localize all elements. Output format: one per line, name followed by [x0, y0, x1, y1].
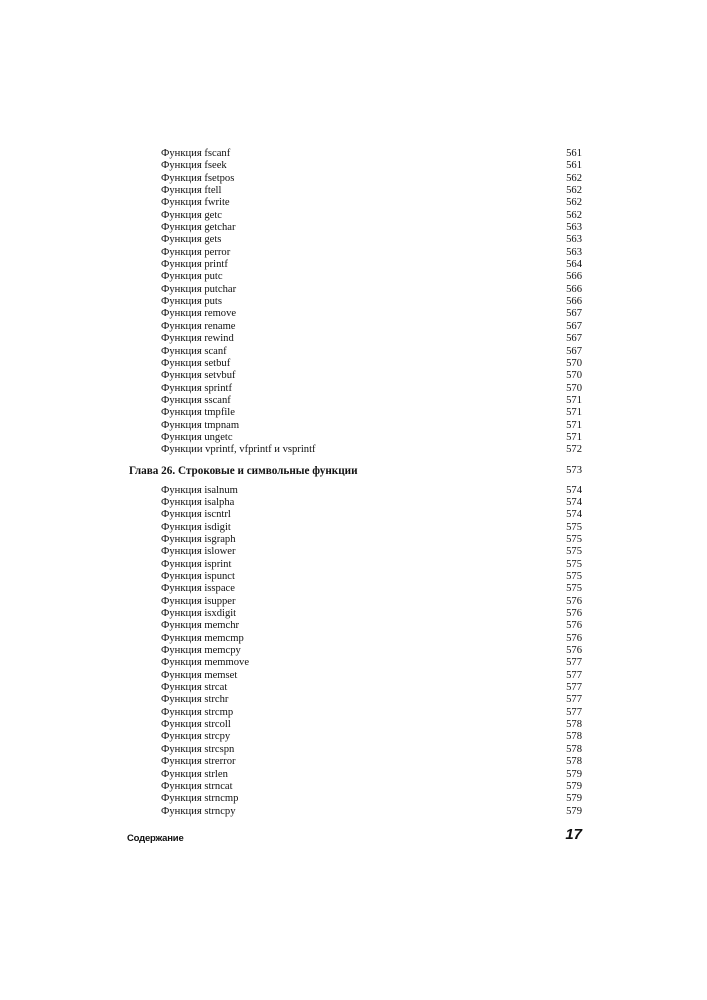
- toc-entry-title: Функция isalpha: [161, 496, 235, 508]
- toc-entry[interactable]: [0, 497, 707, 509]
- toc-entry-page: 577: [566, 706, 582, 718]
- toc-entry-page: 570: [566, 382, 582, 394]
- toc-entry[interactable]: [0, 707, 707, 719]
- page-number: 17: [565, 826, 582, 843]
- toc-entry-title: Функция strerror: [161, 756, 236, 768]
- toc-entry-page: 566: [566, 283, 582, 295]
- toc-entry[interactable]: [0, 731, 707, 743]
- toc-entry[interactable]: [0, 645, 707, 657]
- toc-entry[interactable]: [0, 546, 707, 558]
- toc-entry-title: Функция isupper: [161, 595, 236, 607]
- toc-entry-page: 570: [566, 370, 582, 382]
- toc-entry[interactable]: [0, 793, 707, 805]
- toc-entry-page: 566: [566, 296, 582, 308]
- toc-entry[interactable]: [0, 806, 707, 818]
- toc-entry-page: 579: [566, 805, 582, 817]
- toc-entry[interactable]: [0, 571, 707, 583]
- toc-entry-page: 575: [566, 558, 582, 570]
- toc-entry-page: 578: [566, 756, 582, 768]
- toc-entry-page: 563: [566, 234, 582, 246]
- toc-entry-page: 571: [566, 407, 582, 419]
- toc-section-stdio: [0, 148, 707, 457]
- toc-entry[interactable]: [0, 509, 707, 521]
- toc-entry-page: 562: [566, 197, 582, 209]
- toc-entry-page: 567: [566, 333, 582, 345]
- toc-entry[interactable]: [0, 769, 707, 781]
- toc-entry[interactable]: [0, 485, 707, 497]
- toc-entry-page: 562: [566, 209, 582, 221]
- toc-entry-title: Функция scanf: [161, 345, 227, 357]
- toc-entry-page: 567: [566, 345, 582, 357]
- toc-entry[interactable]: [0, 247, 707, 259]
- toc-entry[interactable]: [0, 583, 707, 595]
- toc-entry-title: Функция putchar: [161, 283, 237, 295]
- toc-entry-title: Функция setvbuf: [161, 370, 236, 382]
- toc-entry-page: 562: [566, 172, 582, 184]
- toc-entry-page: 579: [566, 780, 582, 792]
- running-footer-label: Содержание: [127, 833, 184, 844]
- toc-entry-page: 577: [566, 669, 582, 681]
- toc-entry[interactable]: [0, 210, 707, 222]
- toc-chapter-heading[interactable]: [0, 461, 707, 481]
- toc-entry-title: Функция setbuf: [161, 357, 231, 369]
- toc-entry-page: 576: [566, 608, 582, 620]
- toc-entry[interactable]: [0, 259, 707, 271]
- toc-entry-page: 576: [566, 620, 582, 632]
- toc-entry-page: 575: [566, 583, 582, 595]
- toc-entry-page: 567: [566, 320, 582, 332]
- toc-entry[interactable]: [0, 333, 707, 345]
- toc-entry-title: Функция ispunct: [161, 571, 235, 582]
- toc-entry-title: Функция rename: [161, 320, 236, 332]
- toc-entry-title: Функция puts: [161, 296, 223, 308]
- toc-entry-title: Функция printf: [161, 259, 228, 271]
- toc-entry-title: Функция getc: [161, 209, 222, 221]
- toc-entry-page: 576: [566, 595, 582, 607]
- toc-entry-page: 571: [566, 431, 582, 443]
- toc-entry[interactable]: [0, 522, 707, 534]
- toc-entry-page: 577: [566, 682, 582, 694]
- toc-entry-page: 575: [566, 521, 582, 533]
- toc-entry-page: 576: [566, 632, 582, 644]
- toc-entry-page: 570: [566, 357, 582, 369]
- toc-entry-title: Функция memchr: [161, 620, 240, 632]
- toc-entry-title: Функция getchar: [161, 222, 236, 234]
- toc-entry-page: 579: [566, 768, 582, 780]
- toc-entry[interactable]: [0, 633, 707, 645]
- toc-entry-title: Функция sprintf: [161, 382, 233, 394]
- toc-entry[interactable]: [0, 694, 707, 706]
- toc-entry[interactable]: [0, 160, 707, 172]
- toc-entry-page: 564: [566, 259, 582, 271]
- toc-entry[interactable]: [0, 420, 707, 432]
- toc-entry-page: 563: [566, 222, 582, 234]
- toc-entry[interactable]: [0, 185, 707, 197]
- toc-entry[interactable]: [0, 559, 707, 571]
- toc-entry-title: Функция strlen: [161, 768, 228, 780]
- toc-entry-page: 567: [566, 308, 582, 320]
- toc-entry[interactable]: [0, 173, 707, 185]
- toc-entry-title: Функция isgraph: [161, 533, 236, 545]
- toc-entry-title: Функция isalnum: [161, 484, 238, 496]
- toc-entry-title: Функция iscntrl: [161, 509, 231, 521]
- toc-entry[interactable]: [0, 444, 707, 456]
- toc-entry[interactable]: [0, 308, 707, 320]
- toc-entry-page: 577: [566, 657, 582, 669]
- toc-entry[interactable]: [0, 596, 707, 608]
- toc-entry[interactable]: [0, 719, 707, 731]
- toc-entry-title: Функция putc: [161, 271, 223, 283]
- toc-entry-title: Функция isdigit: [161, 521, 231, 533]
- toc-entry[interactable]: [0, 657, 707, 669]
- toc-entry-title: Функция remove: [161, 308, 237, 320]
- toc-entry-page: 574: [566, 509, 582, 521]
- toc-entry-title: Функция isprint: [161, 558, 232, 570]
- toc-entry-title: Функция strcpy: [161, 731, 231, 743]
- toc-entry[interactable]: [0, 370, 707, 382]
- toc-entry-title: Функция strcmp: [161, 706, 234, 718]
- toc-entry-page: 577: [566, 694, 582, 706]
- toc-entry-title: Функция ungetc: [161, 431, 233, 443]
- toc-entry[interactable]: [0, 670, 707, 682]
- table-of-contents: [0, 148, 707, 818]
- toc-entry-title: Функция strncpy: [161, 805, 236, 817]
- toc-entry-page: 566: [566, 271, 582, 283]
- toc-entry-title: Функция ftell: [161, 185, 222, 197]
- toc-entry[interactable]: [0, 197, 707, 209]
- toc-entry-page: 571: [566, 394, 582, 406]
- toc-entry[interactable]: [0, 222, 707, 234]
- toc-entry[interactable]: [0, 756, 707, 768]
- toc-entry-title: Функция fscanf: [161, 148, 231, 159]
- toc-entry-title: Функция strncat: [161, 780, 233, 792]
- toc-entry[interactable]: [0, 271, 707, 283]
- toc-entry-title: Функция memset: [161, 669, 238, 681]
- toc-entry-title: Функции vprintf, vfprintf и vsprintf: [161, 444, 316, 456]
- toc-entry-title: Функция strcoll: [161, 719, 231, 731]
- toc-entry[interactable]: [0, 608, 707, 620]
- toc-entry-page: 579: [566, 793, 582, 805]
- toc-entry-title: Функция sscanf: [161, 394, 231, 406]
- chapter-page-number: 573: [566, 464, 582, 476]
- toc-entry-title: Функция isxdigit: [161, 608, 237, 620]
- toc-entry[interactable]: [0, 534, 707, 546]
- toc-entry[interactable]: [0, 346, 707, 358]
- toc-entry-title: Функция gets: [161, 234, 222, 246]
- toc-entry-title: Функция tmpnam: [161, 419, 240, 431]
- toc-entry-title: Функция fsetpos: [161, 172, 235, 184]
- toc-entry-page: 576: [566, 645, 582, 657]
- toc-entry-title: Функция tmpfile: [161, 407, 235, 419]
- toc-entry-title: Функция fwrite: [161, 197, 230, 209]
- toc-entry-title: Функция fseek: [161, 160, 227, 172]
- toc-entry[interactable]: [0, 682, 707, 694]
- chapter-title: Глава 26. Строковые и символьные функции: [129, 464, 358, 477]
- toc-entry-page: 578: [566, 743, 582, 755]
- toc-entry-page: 562: [566, 185, 582, 197]
- toc-entry-page: 578: [566, 719, 582, 731]
- toc-entry-page: 575: [566, 533, 582, 545]
- toc-entry-page: 561: [566, 160, 582, 172]
- toc-entry[interactable]: [0, 284, 707, 296]
- toc-entry-title: Функция memcmp: [161, 632, 244, 644]
- toc-entry-title: Функция islower: [161, 546, 236, 558]
- toc-entry[interactable]: [0, 296, 707, 308]
- toc-entry-title: Функция strcspn: [161, 743, 235, 755]
- toc-entry-page: 575: [566, 546, 582, 558]
- toc-entry[interactable]: [0, 321, 707, 333]
- toc-entry[interactable]: [0, 407, 707, 419]
- toc-section-string-functions: [0, 485, 707, 818]
- toc-entry-page: 571: [566, 419, 582, 431]
- toc-entry-page: 578: [566, 731, 582, 743]
- toc-entry[interactable]: [0, 432, 707, 444]
- toc-entry-page: 574: [566, 496, 582, 508]
- toc-entry-title: Функция isspace: [161, 583, 235, 595]
- toc-entry-title: Функция strchr: [161, 694, 229, 706]
- toc-entry[interactable]: [0, 148, 707, 160]
- toc-entry-title: Функция memcpy: [161, 645, 241, 657]
- toc-entry-page: 575: [566, 571, 582, 582]
- toc-entry-title: Функция strcat: [161, 682, 228, 694]
- toc-entry-title: Функция perror: [161, 246, 231, 258]
- toc-entry[interactable]: [0, 383, 707, 395]
- toc-entry[interactable]: [0, 234, 707, 246]
- toc-entry[interactable]: [0, 781, 707, 793]
- toc-entry[interactable]: [0, 395, 707, 407]
- toc-entry-title: Функция strncmp: [161, 793, 239, 805]
- toc-entry-page: 561: [566, 148, 582, 159]
- toc-entry-page: 574: [566, 484, 582, 496]
- toc-entry[interactable]: [0, 358, 707, 370]
- toc-entry-page: 563: [566, 246, 582, 258]
- toc-entry-title: Функция memmove: [161, 657, 250, 669]
- toc-entry[interactable]: [0, 620, 707, 632]
- page-footer: [0, 826, 707, 850]
- toc-entry[interactable]: [0, 744, 707, 756]
- toc-entry-title: Функция rewind: [161, 333, 234, 345]
- toc-entry-page: 572: [566, 444, 582, 456]
